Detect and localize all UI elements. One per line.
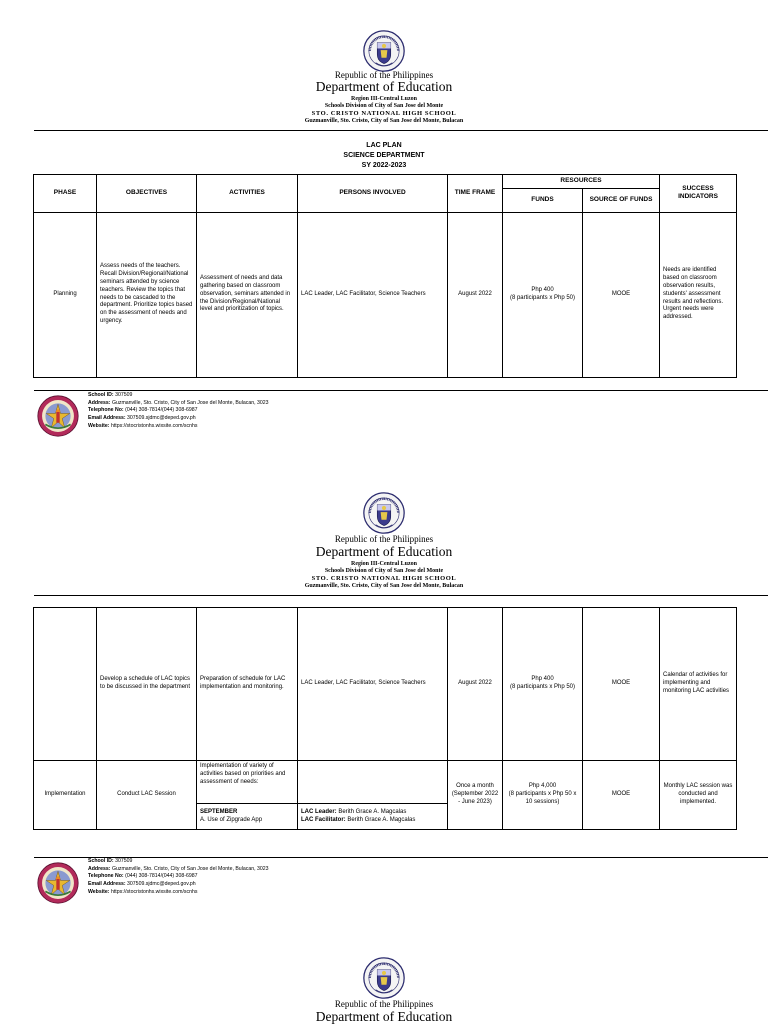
address-label: Address: [88, 865, 111, 872]
leader-label: LAC Leader: [301, 808, 337, 815]
school-logo-icon [37, 862, 79, 904]
phone-label: Telephone No: [88, 407, 124, 414]
cell-activity-month [197, 804, 298, 830]
school-logo-icon [37, 395, 79, 437]
header-divider [34, 595, 768, 596]
cell-phase: Implementation [34, 761, 97, 830]
cell-source: MOOE [583, 608, 660, 761]
funds-amount: Php 400 [531, 286, 554, 293]
table-row [34, 761, 737, 804]
cell-persons-empty [298, 761, 448, 804]
col-funds: FUNDS [503, 188, 583, 212]
cell-funds [503, 608, 583, 761]
division-label: Schools Division of City of San Jose del Monte [324, 103, 444, 109]
school-year: SY 2022-2023 [361, 162, 407, 169]
republic-label: Republic of the Philippines [334, 534, 434, 544]
cell-objectives: Assess needs of the teachers. Recall Division/Regional/National seminars attended by science teachers. Review the topics that needs to be cascaded to the department. Prioritize topics based on the assessment of needs and urgency. [97, 212, 197, 377]
table-row [34, 608, 737, 761]
cell-success: Monthly LAC session was conducted and implemented. [660, 761, 737, 830]
deped-seal-icon [363, 957, 405, 999]
cell-funds [503, 212, 583, 377]
cell-source: MOOE [583, 761, 660, 830]
funds-amount: Php 400 [531, 676, 554, 683]
col-success: SUCCESS INDICATORS [660, 175, 737, 213]
cell-activities: Preparation of schedule for LAC implementation and monitoring. [197, 608, 298, 761]
address-label: Address: [88, 399, 111, 406]
email-label: Email Address: [88, 415, 126, 422]
cell-phase: Planning [34, 212, 97, 377]
footer-info [88, 392, 269, 431]
footer-divider [34, 390, 768, 391]
facilitator-label: LAC Facilitator: [301, 816, 346, 823]
region-label: Region III-Central Luzon [350, 561, 417, 567]
col-persons: PERSONS INVOLVED [298, 175, 448, 213]
email-value[interactable]: 307509.sjdmc@deped.gov.ph [127, 415, 196, 422]
republic-label: Republic of the Philippines [334, 70, 434, 80]
cell-success: Calendar of activities for implementing and monitoring LAC activities [660, 608, 737, 761]
cell-success: Needs are identified based on classroom observation results, students' assessment results and reflections. Urgent needs were addressed. [660, 212, 737, 377]
phone-value: (044) 308-7814/(044) 308-6987 [125, 407, 198, 414]
cell-time: August 2022 [448, 212, 503, 377]
republic-label: Republic of the Philippines [334, 999, 434, 1009]
activity-month: SEPTEMBER [200, 808, 238, 815]
department-title: Department of Education [315, 544, 453, 559]
facilitator-name: Berith Grace A. Magcalas [347, 816, 416, 823]
cell-source: MOOE [583, 212, 660, 377]
phone-label: Telephone No: [88, 873, 124, 880]
school-name: STO. CRISTO NATIONAL HIGH SCHOOL [311, 575, 457, 582]
address-value: Guzmanville, Sto. Cristo, City of San Jose del Monte, Bulacan, 3023 [111, 865, 269, 872]
school-id-label: School ID: [88, 858, 114, 864]
col-objectives: OBJECTIVES [97, 175, 197, 213]
website-link[interactable]: https://stocristonhs.wixsite.com/scnhs [110, 422, 198, 429]
deped-seal-icon [363, 492, 405, 534]
col-time: TIME FRAME [448, 175, 503, 213]
region-label: Region III-Central Luzon [350, 96, 417, 102]
funds-breakdown: (8 participants x Php 50) [509, 684, 576, 690]
cell-persons: LAC Leader, LAC Facilitator, Science Teachers [298, 608, 448, 761]
department-title: Department of Education [315, 1009, 453, 1024]
col-activities: ACTIVITIES [197, 175, 298, 213]
cell-time: August 2022 [448, 608, 503, 761]
school-id: 307509 [115, 392, 133, 398]
school-id-label: School ID: [88, 392, 114, 398]
cell-objectives: Conduct LAC Session [97, 761, 197, 830]
col-resources: RESOURCES [503, 175, 660, 189]
cell-phase [34, 608, 97, 761]
email-label: Email Address: [88, 881, 126, 888]
department-title: Department of Education [315, 79, 453, 94]
lac-plan-table-page1 [33, 174, 737, 378]
website-link[interactable]: https://stocristonhs.wixsite.com/scnhs [110, 888, 198, 895]
cell-objectives: Develop a schedule of LAC topics to be discussed in the department [97, 608, 197, 761]
funds-amount: Php 4,000 [528, 783, 557, 790]
website-label: Website: [88, 888, 110, 895]
deped-seal-icon [363, 30, 405, 72]
lac-plan-table-page2 [33, 607, 737, 830]
header-divider [34, 130, 768, 131]
cell-time: Once a month (September 2022 - June 2023) [448, 761, 503, 830]
cell-funds [503, 761, 583, 830]
cell-persons: LAC Leader, LAC Facilitator, Science Teachers [298, 212, 448, 377]
leader-name: Berith Grace A. Magcalas [338, 808, 407, 815]
school-id: 307509 [115, 858, 133, 864]
phone-value: (044) 308-7814/(044) 308-6987 [125, 873, 198, 880]
activity-item: A. Use of Zipgrade App [200, 816, 263, 823]
school-name: STO. CRISTO NATIONAL HIGH SCHOOL [311, 110, 457, 117]
footer-info [88, 858, 269, 897]
school-address: Guzmanville, Sto. Cristo, City of San Jose del Monte, Bulacan [304, 583, 464, 589]
division-label: Schools Division of City of San Jose del Monte [324, 568, 444, 574]
funds-breakdown: (8 participants x Php 50 x 10 sessions) [508, 791, 577, 805]
col-phase: PHASE [34, 175, 97, 213]
email-value[interactable]: 307509.sjdmc@deped.gov.ph [127, 881, 196, 888]
address-value: Guzmanville, Sto. Cristo, City of San Jose del Monte, Bulacan, 3023 [111, 399, 269, 406]
cell-activities: Implementation of variety of activities based on priorities and assessment of needs: [197, 761, 298, 804]
table-row [34, 212, 737, 377]
plan-title: LAC PLAN [366, 142, 402, 149]
cell-activities: Assessment of needs and data gathering based on classroom observation, seminars attended in the Division/Regional/National level and prioritization of topics. [197, 212, 298, 377]
school-address: Guzmanville, Sto. Cristo, City of San Jose del Monte, Bulacan [304, 118, 464, 124]
funds-breakdown: (8 participants x Php 50) [509, 294, 576, 301]
col-source: SOURCE OF FUNDS [583, 188, 660, 212]
cell-lac-people [298, 804, 448, 830]
website-label: Website: [88, 422, 110, 429]
department-subtitle: SCIENCE DEPARTMENT [343, 152, 425, 159]
